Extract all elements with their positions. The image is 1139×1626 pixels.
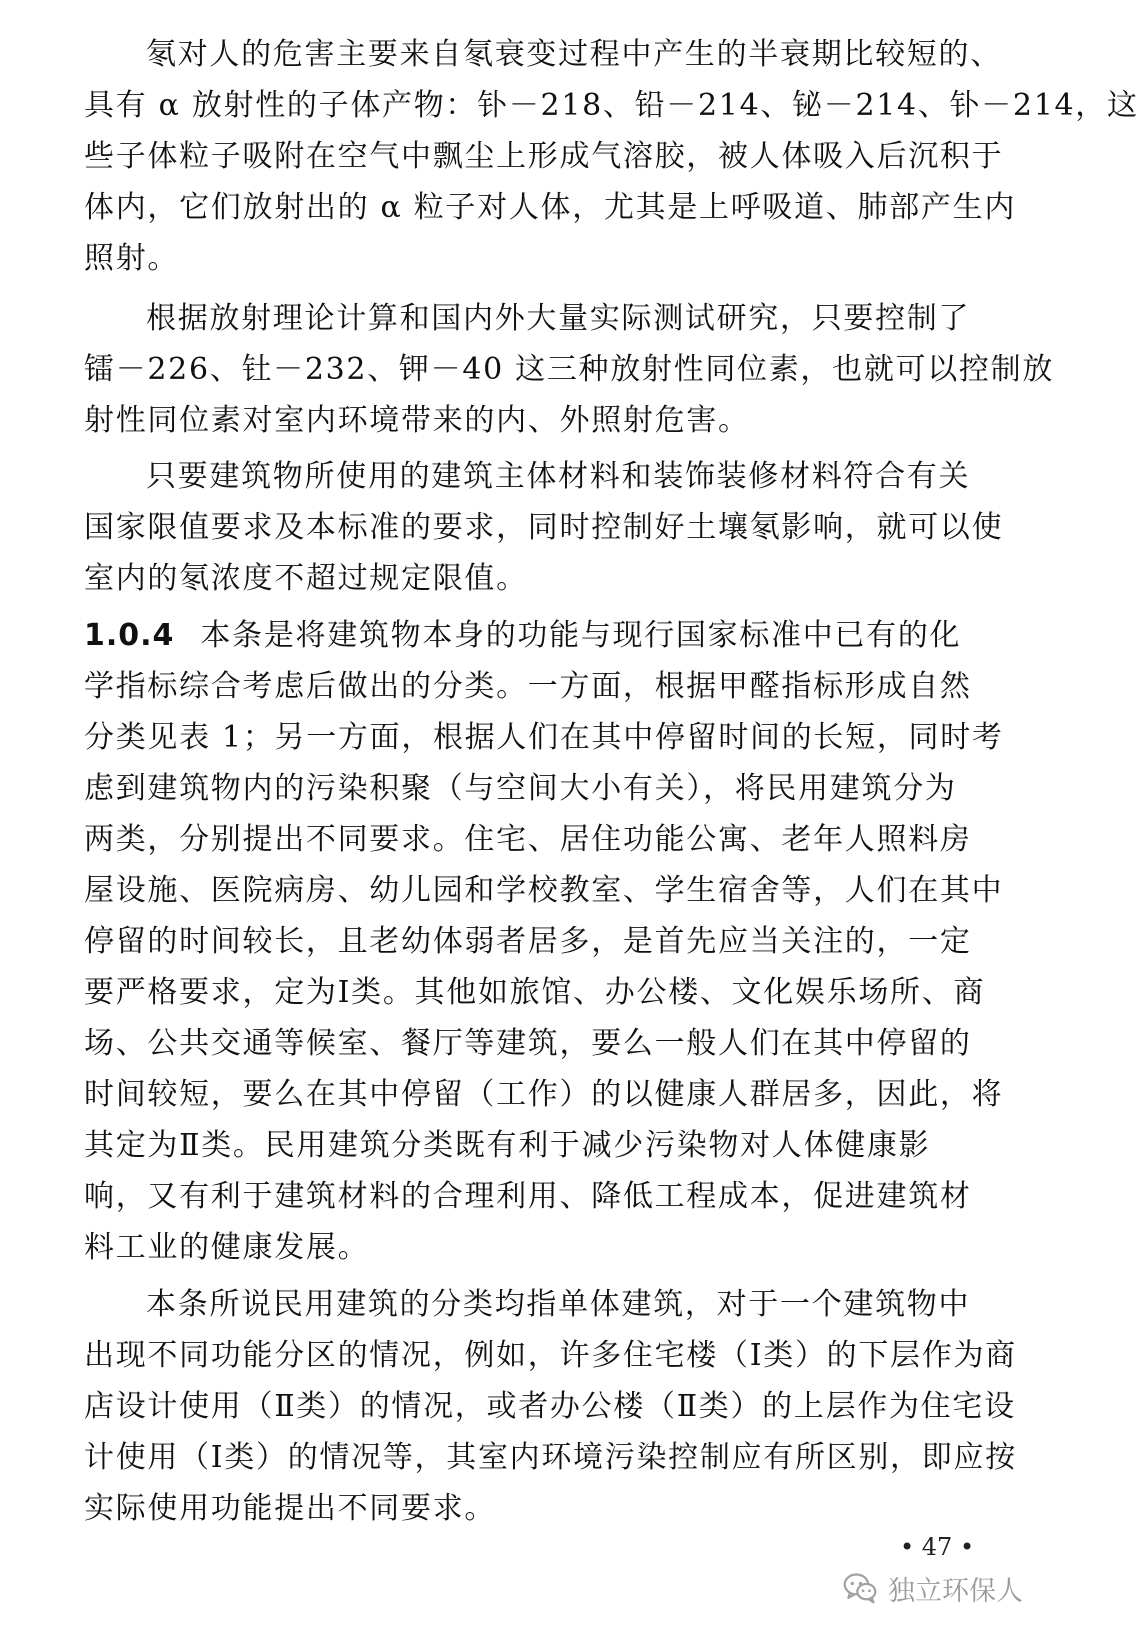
text-line: 时间较短，要么在其中停留（工作）的以健康人群居多，因此，将 xyxy=(84,1077,1004,1112)
text-line: 响，又有利于建筑材料的合理利用、降低工程成本，促进建筑材 xyxy=(84,1179,972,1214)
text-line: 照射。 xyxy=(84,241,180,276)
text-line: 本条所说民用建筑的分类均指单体建筑，对于一个建筑物中 xyxy=(146,1287,971,1322)
text-line: 只要建筑物所使用的建筑主体材料和装饰装修材料符合有关 xyxy=(146,459,971,494)
text-line: 两类，分别提出不同要求。住宅、居住功能公寓、老年人照料房 xyxy=(84,822,972,857)
text-line: 实际使用功能提出不同要求。 xyxy=(84,1491,497,1526)
watermark-text: 独立环保人 xyxy=(888,1575,1023,1607)
text-line: 射性同位素对室内环境带来的内、外照射危害。 xyxy=(84,403,750,438)
text-line: 具有 α 放射性的子体产物：钋－218、铅－214、铋－214、钋－214，这 xyxy=(84,88,1139,123)
wechat-icon xyxy=(842,1570,878,1606)
text-line: 屋设施、医院病房、幼儿园和学校教室、学生宿舍等，人们在其中 xyxy=(84,873,1004,908)
text-line: 些子体粒子吸附在空气中飘尘上形成气溶胶，被人体吸入后沉积于 xyxy=(84,139,1004,174)
text-line: 料工业的健康发展。 xyxy=(84,1230,370,1265)
text-line: 出现不同功能分区的情况，例如，许多住宅楼（Ⅰ类）的下层作为商 xyxy=(84,1338,1017,1373)
text-line: 室内的氡浓度不超过规定限值。 xyxy=(84,561,528,596)
text-line: 本条是将建筑物本身的功能与现行国家标准中已有的化 xyxy=(200,618,962,653)
text-line: 分类见表 1；另一方面，根据人们在其中停留时间的长短，同时考 xyxy=(84,720,1004,755)
text-line: 停留的时间较长，且老幼体弱者居多，是首先应当关注的，一定 xyxy=(84,924,972,959)
page-number: • 47 • xyxy=(900,1533,975,1561)
text-line: 根据放射理论计算和国内外大量实际测试研究，只要控制了 xyxy=(146,301,971,336)
text-line: 氡对人的危害主要来自氡衰变过程中产生的半衰期比较短的、 xyxy=(146,37,1002,72)
text-line: 镭－226、钍－232、钾－40 这三种放射性同位素，也就可以控制放 xyxy=(84,352,1055,387)
text-line: 店设计使用（Ⅱ类）的情况，或者办公楼（Ⅱ类）的上层作为住宅设 xyxy=(84,1389,1016,1424)
text-line: 体内，它们放射出的 α 粒子对人体，尤其是上呼吸道、肺部产生内 xyxy=(84,190,1017,225)
text-line: 学指标综合考虑后做出的分类。一方面，根据甲醛指标形成自然 xyxy=(84,669,972,704)
text-line: 场、公共交通等候室、餐厅等建筑，要么一般人们在其中停留的 xyxy=(84,1026,972,1061)
clause-number: 1.0.4 xyxy=(84,618,175,653)
watermark xyxy=(842,1566,1023,1610)
text-line: 要严格要求，定为Ⅰ类。其他如旅馆、办公楼、文化娱乐场所、商 xyxy=(84,975,986,1010)
text-line: 国家限值要求及本标准的要求，同时控制好土壤氡影响，就可以使 xyxy=(84,510,1004,545)
text-line: 计使用（Ⅰ类）的情况等，其室内环境污染控制应有所区别，即应按 xyxy=(84,1440,1017,1475)
text-line: 虑到建筑物内的污染积聚（与空间大小有关），将民用建筑分为 xyxy=(84,771,957,806)
text-line: 其定为Ⅱ类。民用建筑分类既有利于减少污染物对人体健康影 xyxy=(84,1128,931,1163)
clause-heading-line xyxy=(84,617,1004,655)
